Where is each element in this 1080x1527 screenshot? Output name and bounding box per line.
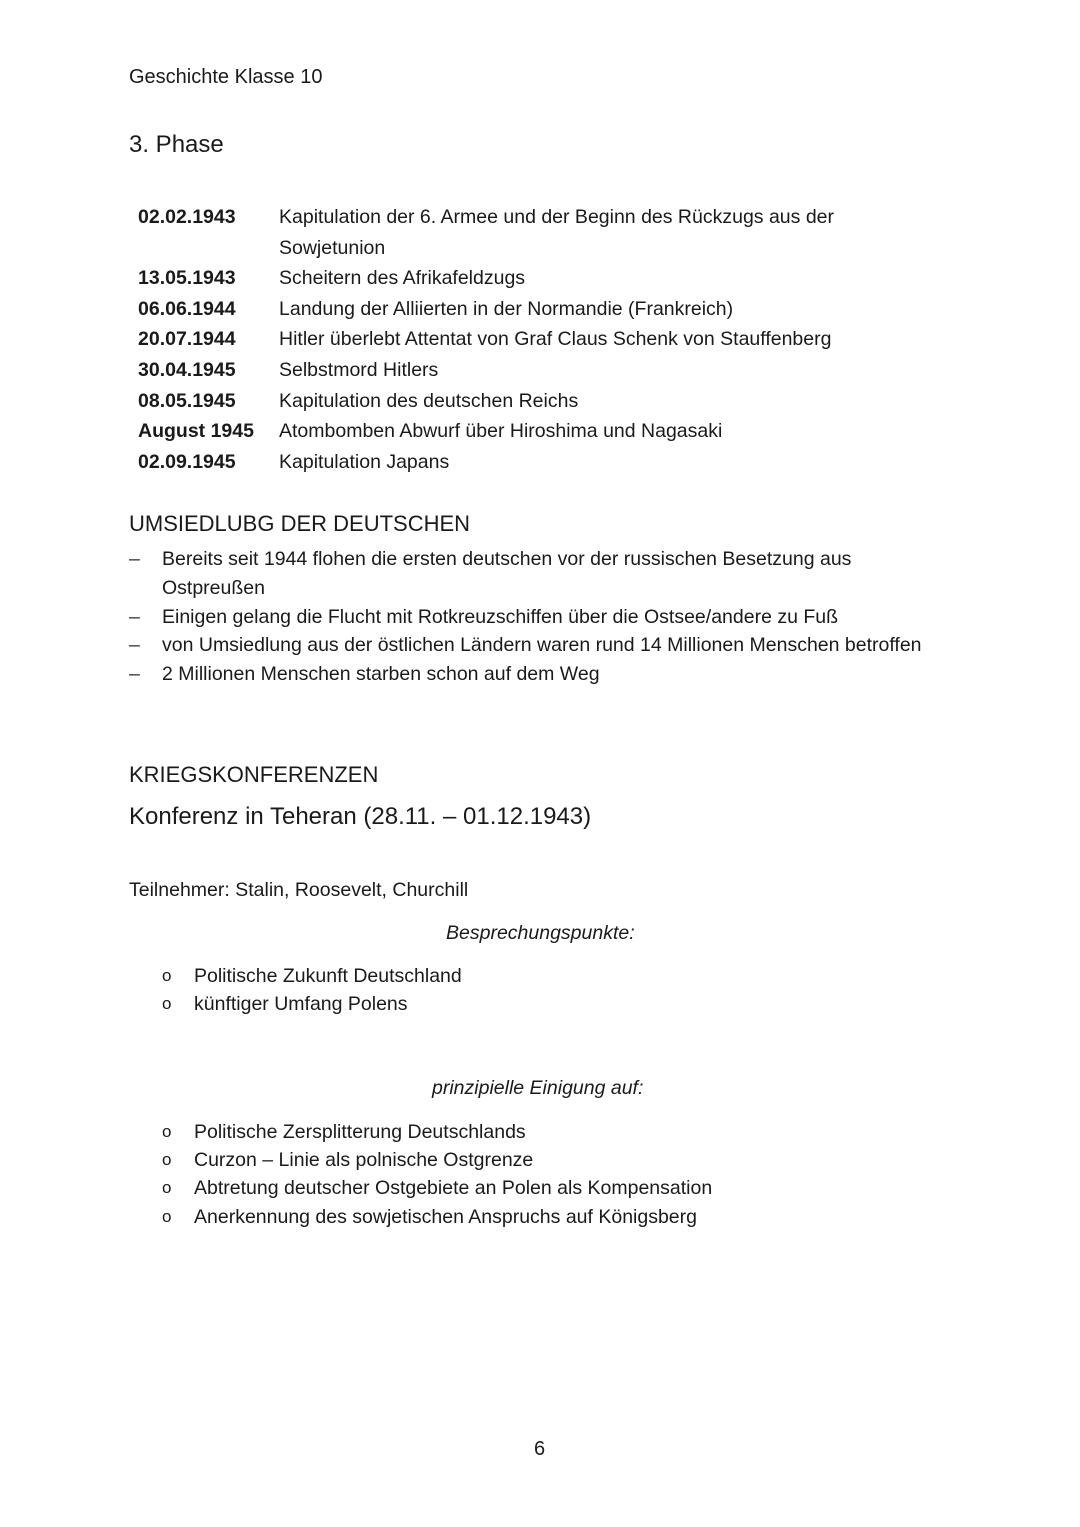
- timeline-event: Scheitern des Afrikafeldzugs: [279, 267, 526, 290]
- list-item-text: Abtretung deutscher Ostgebiete an Polen als Kompensation: [194, 1177, 713, 1200]
- list-item-text: von Umsiedlung aus der östlichen Ländern waren rund 14 Millionen Menschen betroffen: [162, 634, 922, 657]
- page-number: 6: [534, 1438, 546, 1460]
- timeline-row: [138, 263, 938, 294]
- timeline-date: 02.02.1943: [138, 206, 236, 228]
- timeline-event: Hitler überlebt Attentat von Graf Claus Schenk von Stauffenberg: [279, 328, 832, 351]
- timeline-event-line: Kapitulation der 6. Armee und der Beginn des Rückzugs aus der: [279, 206, 835, 228]
- timeline-row: [138, 324, 938, 355]
- timeline-row: [138, 355, 938, 386]
- timeline-row: [138, 294, 938, 325]
- list-item-text: Politische Zukunft Deutschland: [194, 965, 462, 987]
- timeline-event: Landung der Alliierten in der Normandie (Frankreich): [279, 297, 734, 320]
- document-header: Geschichte Klasse 10: [129, 66, 323, 88]
- timeline-row: [138, 202, 938, 263]
- timeline-event-line: Sowjetunion: [279, 236, 386, 259]
- timeline-date: August 1945: [138, 420, 254, 443]
- list-item: [162, 962, 462, 990]
- circle-bullet-icon: o: [162, 994, 172, 1014]
- list-item-text: künftiger Umfang Polens: [194, 993, 408, 1016]
- list-item-text: Einigen gelang die Flucht mit Rotkreuzschiffen über die Ostsee/andere zu Fuß: [162, 605, 839, 628]
- circle-bullet-icon: o: [162, 1150, 172, 1170]
- timeline-event: [279, 202, 938, 263]
- umsiedlung-list: [129, 545, 979, 689]
- timeline-row: [138, 447, 938, 478]
- timeline-date: 30.04.1945: [138, 358, 236, 381]
- timeline-event: Selbstmord Hitlers: [279, 358, 439, 381]
- agreement-heading: prinzipielle Einigung auf:: [432, 1077, 644, 1099]
- list-item: [129, 545, 979, 603]
- kriegskonferenzen-heading: KRIEGSKONFERENZEN: [129, 762, 379, 787]
- discussion-heading: Besprechungspunkte:: [446, 922, 635, 944]
- timeline-event: Atombomben Abwurf über Hiroshima und Nagasaki: [279, 420, 723, 443]
- list-item-text: 2 Millionen Menschen starben schon auf dem Weg: [162, 663, 600, 686]
- umsiedlung-heading: UMSIEDLUBG DER DEUTSCHEN: [129, 511, 471, 536]
- timeline-event: Kapitulation Japans: [279, 450, 450, 473]
- circle-bullet-icon: o: [162, 966, 172, 985]
- list-item: [129, 603, 979, 632]
- list-item: [162, 1146, 712, 1174]
- dash-marker-icon: –: [129, 663, 140, 686]
- timeline-row: [138, 386, 938, 417]
- list-item: [129, 631, 979, 660]
- list-item: [162, 1174, 712, 1202]
- timeline-row: [138, 416, 938, 447]
- circle-bullet-icon: o: [162, 1206, 172, 1226]
- circle-bullet-icon: o: [162, 1178, 172, 1198]
- list-item: [162, 1203, 712, 1231]
- list-item-text: Politische Zersplitterung Deutschlands: [194, 1121, 526, 1143]
- list-item-text: [162, 545, 851, 603]
- discussion-list: [162, 962, 462, 1018]
- list-item: [129, 660, 979, 689]
- timeline-date: 02.09.1945: [138, 450, 236, 473]
- phase-heading: 3. Phase: [129, 131, 224, 158]
- timeline-date: 20.07.1944: [138, 328, 236, 351]
- dash-marker-icon: –: [129, 634, 140, 657]
- timeline-event: Kapitulation des deutschen Reichs: [279, 389, 579, 412]
- list-item-text: Anerkennung des sowjetischen Anspruchs auf Königsberg: [194, 1205, 697, 1228]
- timeline-date: 13.05.1943: [138, 267, 236, 290]
- timeline-table: [138, 202, 938, 477]
- list-item-text: Curzon – Linie als polnische Ostgrenze: [194, 1149, 534, 1172]
- circle-bullet-icon: o: [162, 1122, 172, 1141]
- dash-marker-icon: –: [129, 548, 140, 570]
- conference-title: Konferenz in Teheran (28.11. – 01.12.1943): [129, 803, 592, 830]
- agreement-list: [162, 1118, 712, 1231]
- list-item-line: Ostpreußen: [162, 576, 265, 599]
- list-item-line: Bereits seit 1944 flohen die ersten deutschen vor der russischen Besetzung aus: [162, 548, 852, 570]
- dash-marker-icon: –: [129, 605, 140, 628]
- timeline-date: 08.05.1945: [138, 389, 236, 412]
- participants: Teilnehmer: Stalin, Roosevelt, Churchill: [129, 879, 469, 901]
- list-item: [162, 990, 462, 1018]
- list-item: [162, 1118, 712, 1146]
- timeline-date: 06.06.1944: [138, 297, 236, 320]
